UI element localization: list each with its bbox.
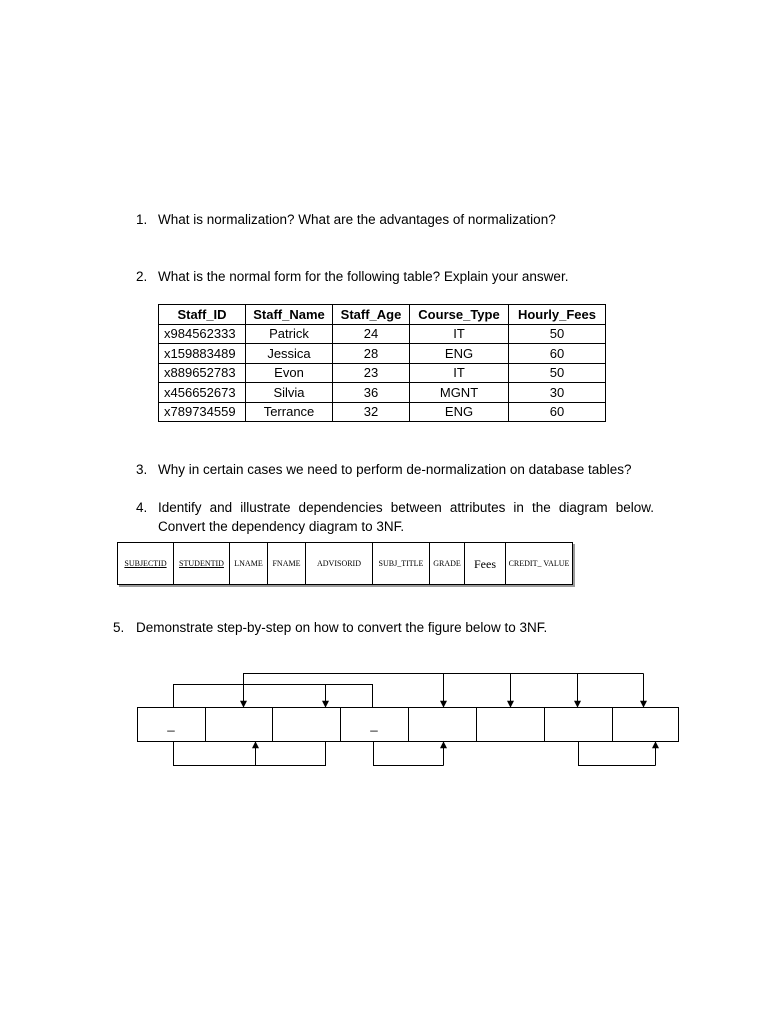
table-cell: 32: [333, 402, 410, 422]
column-header: Staff_ID: [159, 305, 246, 325]
table-cell: 60: [509, 402, 606, 422]
table-cell: x789734559: [159, 402, 246, 422]
question-text: Why in certain cases we need to perform de-normalization on database tables?: [158, 462, 632, 477]
question-number: 1.: [136, 212, 148, 227]
question-text: What is normalization? What are the advantages of normalization?: [158, 212, 556, 227]
cell-mark: _: [167, 717, 175, 732]
table-cell: MGNT: [410, 383, 509, 403]
table-cell: ENG: [410, 344, 509, 364]
bottom-dependency-line-c: [579, 742, 656, 766]
top-dependency-line-a: [174, 685, 373, 708]
table-cell: IT: [410, 324, 509, 344]
question-number: 5.: [113, 620, 125, 635]
table-cell: 50: [509, 363, 606, 383]
table-cell: 36: [333, 383, 410, 403]
attribute-label: STUDENTID: [179, 558, 224, 568]
bottom-dependency-line-a: [174, 742, 326, 766]
table-cell: 60: [509, 344, 606, 364]
table-cell: 50: [509, 324, 606, 344]
attribute-label: Fees: [474, 556, 496, 571]
table-cell: x984562333: [159, 324, 246, 344]
table-cell: x159883489: [159, 344, 246, 364]
table-cell: Jessica: [246, 344, 333, 364]
table-cell: 30: [509, 383, 606, 403]
attribute-label: GRADE: [433, 558, 461, 568]
table-cell: 23: [333, 363, 410, 383]
question-text: Demonstrate step-by-step on how to convert the figure below to 3NF.: [136, 620, 548, 635]
column-header: Hourly_Fees: [509, 305, 606, 325]
table-cell: IT: [410, 363, 509, 383]
table-cell: ENG: [410, 402, 509, 422]
attribute-label: LNAME: [234, 558, 263, 568]
column-header: Staff_Age: [333, 305, 410, 325]
attribute-label: SUBJECTID: [124, 558, 167, 568]
table-cell: Evon: [246, 363, 333, 383]
question-text: Identify and illustrate dependencies between attributes in the diagram below. Convert the dependency diagram to 3NF.: [158, 500, 654, 534]
table-cell: Silvia: [246, 383, 333, 403]
table-cell: x456652673: [159, 383, 246, 403]
table-cell: Terrance: [246, 402, 333, 422]
table-cell: x889652783: [159, 363, 246, 383]
question-number: 2.: [136, 269, 148, 284]
table-cell: Patrick: [246, 324, 333, 344]
attribute-label: SUBJ_TITLE: [378, 558, 424, 568]
attribute-label: FNAME: [272, 558, 301, 568]
cell-mark: _: [370, 717, 378, 732]
question-number: 4.: [136, 500, 148, 515]
table-cell: 24: [333, 324, 410, 344]
attribute-label: ADVISORID: [317, 558, 361, 568]
question-number: 3.: [136, 462, 148, 477]
bottom-dependency-line-b: [374, 742, 444, 766]
question-text: What is the normal form for the following table? Explain your answer.: [158, 269, 569, 284]
column-header: Staff_Name: [246, 305, 333, 325]
table-cell: 28: [333, 344, 410, 364]
column-header: Course_Type: [410, 305, 509, 325]
attribute-label: CREDIT_ VALUE: [508, 558, 570, 568]
